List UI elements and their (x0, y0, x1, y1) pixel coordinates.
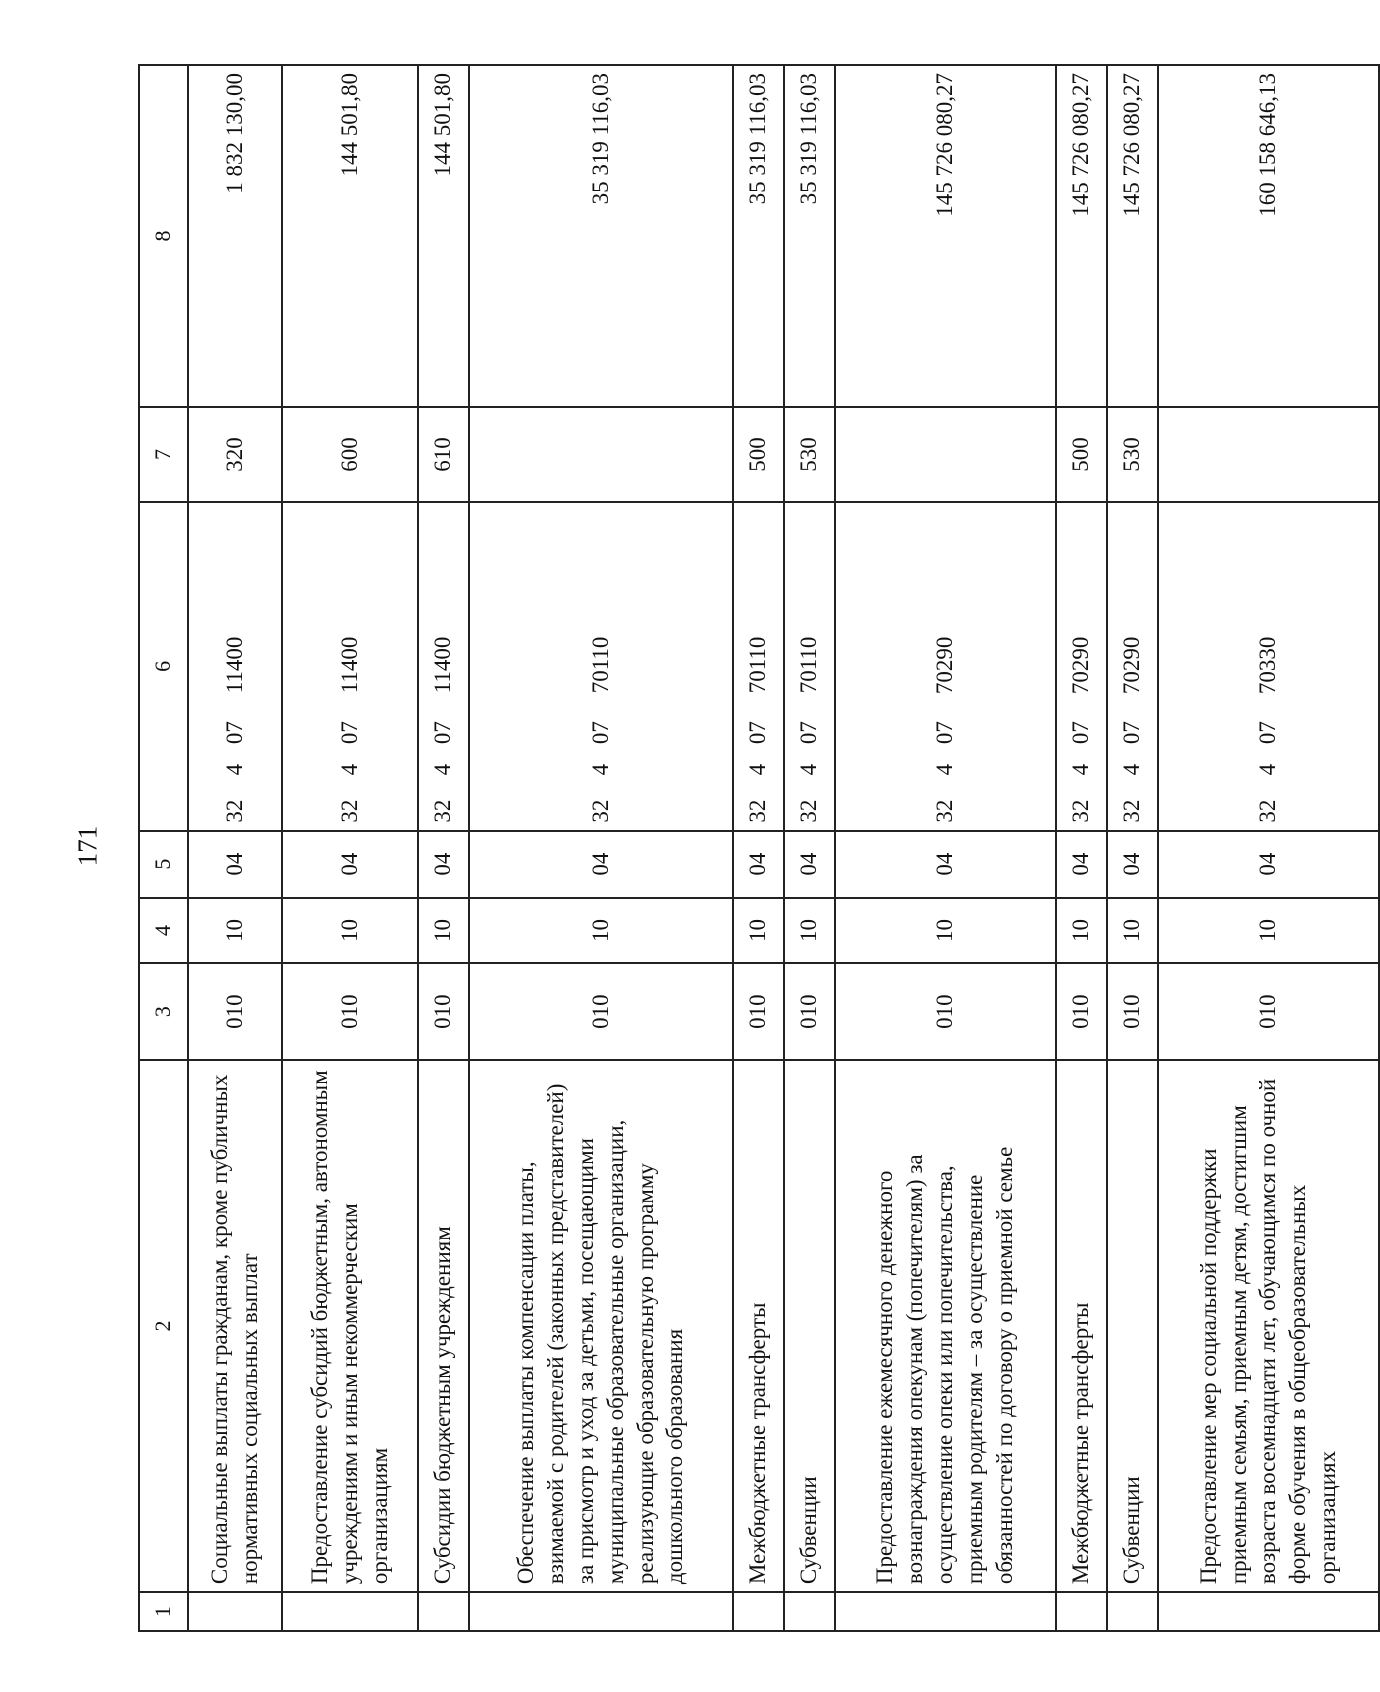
row-number-cell (418, 1592, 469, 1631)
section-code-cell: 10 (418, 898, 469, 964)
csr-subprogram-code: 4 (1119, 763, 1145, 776)
csr-subprogram-code: 4 (1255, 763, 1281, 776)
csr-direction-code: 70110 (587, 636, 613, 694)
csr-direction-code: 70110 (745, 636, 771, 694)
csr-event-code: 07 (1119, 721, 1145, 745)
header-col-7: 7 (139, 407, 188, 502)
expense-type-code-cell: 500 (1056, 407, 1107, 502)
csr-direction-code: 70290 (1068, 636, 1094, 695)
expense-name-cell: Предоставление ежемесячного денежного вознаграждения опекунам (попечителям) за осуществление опеки или попечительства, приемным родителям – за осуществление обязанностей по договору о приемной семье (835, 1060, 1056, 1592)
csr-event-code: 07 (932, 721, 958, 745)
subsection-code-cell: 04 (282, 831, 418, 898)
subsection-code-cell: 04 (1107, 831, 1158, 898)
grbs-code-cell: 010 (733, 963, 784, 1060)
csr-event-code: 07 (336, 721, 362, 745)
csr-event-code: 07 (1255, 721, 1281, 745)
csr-event-code: 07 (745, 721, 771, 745)
csr-program-code: 32 (587, 799, 613, 823)
section-code-cell: 10 (1056, 898, 1107, 964)
row-number-cell (1158, 1592, 1379, 1631)
csr-event-code: 07 (1068, 721, 1094, 745)
table-row (1056, 65, 1107, 1631)
header-col-1: 1 (139, 1592, 188, 1631)
expense-name-cell: Социальные выплаты гражданам, кроме публичных нормативных социальных выплат (188, 1060, 282, 1592)
amount-cell: 1 832 130,00 (188, 65, 282, 407)
section-code-cell: 10 (733, 898, 784, 964)
subsection-code-cell: 04 (1056, 831, 1107, 898)
table-row (282, 65, 418, 1631)
csr-event-code: 07 (796, 721, 822, 745)
grbs-code-cell: 010 (1056, 963, 1107, 1060)
expense-name-cell: Предоставление мер социальной поддержки приемным семьям, приемным детям, достигшим возраста восемнадцати лет, обучающимся по очной форме обучения в общеобразовательных организациях (1158, 1060, 1379, 1592)
expense-type-code-cell (1158, 407, 1379, 502)
amount-cell: 144 501,80 (282, 65, 418, 407)
grbs-code-cell: 010 (1158, 963, 1379, 1060)
expense-type-code-cell: 530 (784, 407, 835, 502)
expense-name-cell: Субвенции (784, 1060, 835, 1592)
csr-program-code: 32 (222, 799, 248, 823)
subsection-code-cell: 04 (188, 831, 282, 898)
section-code-cell: 10 (1107, 898, 1158, 964)
row-number-cell (469, 1592, 733, 1631)
expense-name-cell: Субсидии бюджетным учреждениям (418, 1060, 469, 1592)
expense-name-cell: Субвенции (1107, 1060, 1158, 1592)
csr-program-code: 32 (336, 799, 362, 823)
subsection-code-cell: 04 (418, 831, 469, 898)
header-row (139, 65, 188, 1631)
target-article-code-cell (418, 502, 469, 830)
expense-type-code-cell (835, 407, 1056, 502)
target-article-code-cell (733, 502, 784, 830)
csr-event-code: 07 (430, 721, 456, 745)
section-code-cell: 10 (835, 898, 1056, 964)
expense-type-code-cell: 530 (1107, 407, 1158, 502)
section-code-cell: 10 (469, 898, 733, 964)
csr-direction-code: 11400 (222, 636, 248, 694)
csr-subprogram-code: 4 (587, 763, 613, 776)
expense-type-code-cell: 500 (733, 407, 784, 502)
csr-subprogram-code: 4 (1068, 763, 1094, 776)
table-row (733, 65, 784, 1631)
expense-type-code-cell: 600 (282, 407, 418, 502)
grbs-code-cell: 010 (282, 963, 418, 1060)
grbs-code-cell: 010 (1107, 963, 1158, 1060)
row-number-cell (1107, 1592, 1158, 1631)
csr-direction-code: 70290 (932, 636, 958, 695)
subsection-code-cell: 04 (835, 831, 1056, 898)
target-article-code-cell (784, 502, 835, 830)
target-article-code-cell (282, 502, 418, 830)
row-number-cell (188, 1592, 282, 1631)
subsection-code-cell: 04 (733, 831, 784, 898)
expense-name-cell: Межбюджетные трансферты (733, 1060, 784, 1592)
csr-event-code: 07 (222, 721, 248, 745)
grbs-code-cell: 010 (469, 963, 733, 1060)
csr-program-code: 32 (745, 799, 771, 823)
expense-name-cell: Обеспечение выплаты компенсации платы, взимаемой с родителей (законных представителей) за присмотр и уход за детьми, посещающими муниципальные образовательные организации, реализующие образовательную программу дошкольного образования (469, 1060, 733, 1592)
amount-cell: 145 726 080,27 (1056, 65, 1107, 407)
grbs-code-cell: 010 (784, 963, 835, 1060)
target-article-code-cell (1056, 502, 1107, 830)
header-col-5: 5 (139, 831, 188, 898)
table-row (1107, 65, 1158, 1631)
csr-direction-code: 70290 (1119, 636, 1145, 695)
target-article-code-cell (469, 502, 733, 830)
header-col-6: 6 (139, 502, 188, 830)
table-row (469, 65, 733, 1631)
csr-subprogram-code: 4 (796, 763, 822, 776)
target-article-code-cell (1158, 502, 1379, 830)
target-article-code-cell (835, 502, 1056, 830)
budget-table (138, 64, 1380, 1632)
grbs-code-cell: 010 (418, 963, 469, 1060)
budget-table-container (138, 64, 1380, 1632)
table-row (835, 65, 1056, 1631)
row-number-cell (733, 1592, 784, 1631)
section-code-cell: 10 (1158, 898, 1379, 964)
section-code-cell: 10 (784, 898, 835, 964)
expense-type-code-cell: 610 (418, 407, 469, 502)
table-row (418, 65, 469, 1631)
csr-subprogram-code: 4 (430, 763, 456, 776)
csr-subprogram-code: 4 (222, 763, 248, 776)
amount-cell: 35 319 116,03 (469, 65, 733, 407)
expense-name-cell: Предоставление субсидий бюджетным, автономным учреждениям и иным некоммерческим организациям (282, 1060, 418, 1592)
subsection-code-cell: 04 (1158, 831, 1379, 898)
csr-event-code: 07 (587, 721, 613, 745)
header-col-8: 8 (139, 65, 188, 407)
csr-subprogram-code: 4 (932, 763, 958, 776)
expense-name-cell: Межбюджетные трансферты (1056, 1060, 1107, 1592)
target-article-code-cell (188, 502, 282, 830)
target-article-code-cell (1107, 502, 1158, 830)
csr-subprogram-code: 4 (745, 763, 771, 776)
table-row (188, 65, 282, 1631)
amount-cell: 160 158 646,13 (1158, 65, 1379, 407)
expense-type-code-cell: 320 (188, 407, 282, 502)
header-col-2: 2 (139, 1060, 188, 1592)
subsection-code-cell: 04 (784, 831, 835, 898)
csr-direction-code: 11400 (336, 636, 362, 694)
amount-cell: 144 501,80 (418, 65, 469, 407)
csr-subprogram-code: 4 (336, 763, 362, 776)
row-number-cell (835, 1592, 1056, 1631)
csr-direction-code: 70110 (796, 636, 822, 694)
table-row (784, 65, 835, 1631)
section-code-cell: 10 (188, 898, 282, 964)
page-number: 171 (72, 825, 103, 867)
amount-cell: 35 319 116,03 (733, 65, 784, 407)
row-number-cell (784, 1592, 835, 1631)
csr-program-code: 32 (1255, 799, 1281, 823)
amount-cell: 145 726 080,27 (835, 65, 1056, 407)
csr-direction-code: 11400 (430, 636, 456, 694)
csr-program-code: 32 (932, 799, 958, 823)
csr-direction-code: 70330 (1255, 636, 1281, 695)
row-number-cell (282, 1592, 418, 1631)
table-row (1158, 65, 1379, 1631)
amount-cell: 145 726 080,27 (1107, 65, 1158, 407)
csr-program-code: 32 (1068, 799, 1094, 823)
csr-program-code: 32 (1119, 799, 1145, 823)
csr-program-code: 32 (430, 799, 456, 823)
header-col-3: 3 (139, 963, 188, 1060)
row-number-cell (1056, 1592, 1107, 1631)
subsection-code-cell: 04 (469, 831, 733, 898)
header-col-4: 4 (139, 898, 188, 964)
amount-cell: 35 319 116,03 (784, 65, 835, 407)
section-code-cell: 10 (282, 898, 418, 964)
expense-type-code-cell (469, 407, 733, 502)
csr-program-code: 32 (796, 799, 822, 823)
grbs-code-cell: 010 (835, 963, 1056, 1060)
grbs-code-cell: 010 (188, 963, 282, 1060)
